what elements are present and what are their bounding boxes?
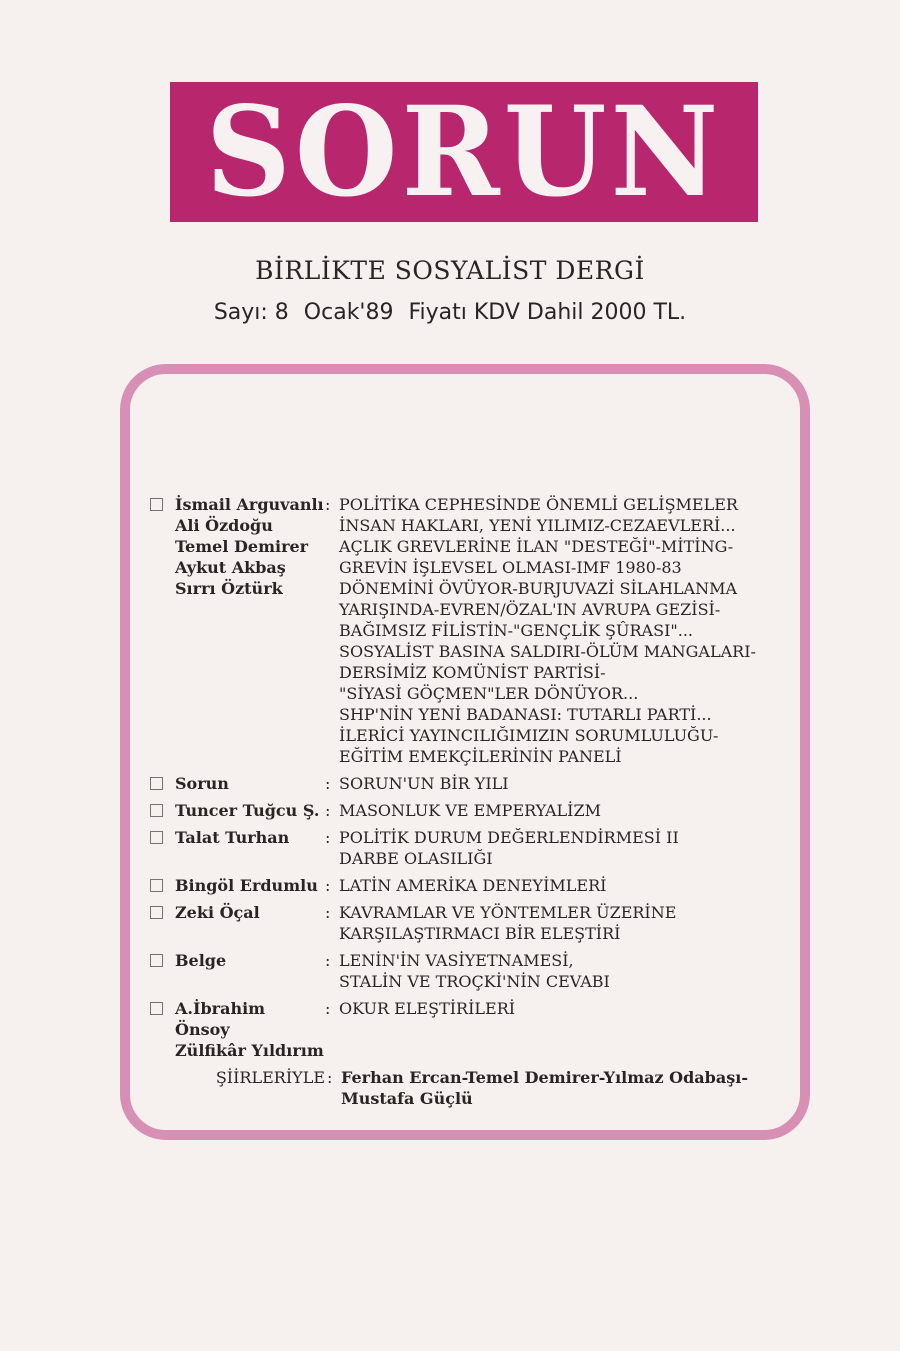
toc-authors <box>175 800 325 821</box>
author-name: Zülfikâr Yıldırım <box>175 1041 324 1060</box>
toc-titles <box>339 494 780 767</box>
toc-authors <box>175 494 325 599</box>
separator-colon: : <box>327 1068 333 1087</box>
magazine-subtitle: BİRLİKTE SOSYALİST DERGİ <box>255 256 645 285</box>
article-title: DARBE OLASILIĞI <box>339 849 493 868</box>
article-title: POLİTİKA CEPHESİNDE ÖNEMLİ GELİŞMELER <box>339 495 738 514</box>
toc-titles <box>339 902 780 944</box>
article-title: STALİN VE TROÇKİ'NİN CEVABI <box>339 972 610 991</box>
article-title: OKUR ELEŞTİRİLERİ <box>339 999 516 1018</box>
issue-number: Sayı: 8 <box>213 300 289 325</box>
separator-colon: : <box>325 828 331 847</box>
checkbox-icon <box>150 831 163 844</box>
toc-entry <box>150 773 780 794</box>
article-title: GREVİN İŞLEVSEL OLMASI-IMF 1980-83 <box>339 558 682 577</box>
toc-titles <box>339 800 780 821</box>
article-title: İNSAN HAKLARI, YENİ YILIMIZ-CEZAEVLERİ... <box>339 516 736 535</box>
article-title: DERSİMİZ KOMÜNİST PARTİSİ- <box>339 663 606 682</box>
table-of-contents <box>150 494 780 1115</box>
checkbox-icon <box>150 906 163 919</box>
author-name: Talat Turhan <box>175 828 290 847</box>
toc-authors <box>175 875 325 896</box>
article-title: EĞİTİM EMEKÇİLERİNİN PANELİ <box>339 747 622 766</box>
article-title: MASONLUK VE EMPERYALİZM <box>339 801 601 820</box>
author-name: Temel Demirer <box>175 537 309 556</box>
article-title: KARŞILAŞTIRMACI BİR ELEŞTİRİ <box>339 924 621 943</box>
article-title: SOSYALİST BASINA SALDIRI-ÖLÜM MANGALARI- <box>339 642 756 661</box>
separator-colon: : <box>325 999 331 1018</box>
toc-entry <box>150 827 780 869</box>
toc-entry <box>150 950 780 992</box>
poems-entry <box>150 1067 780 1109</box>
poems-label: ŞİİRLERİYLE <box>215 1068 325 1087</box>
toc-entry <box>150 800 780 821</box>
author-name: Sırrı Öztürk <box>175 579 283 598</box>
toc-entry <box>150 875 780 896</box>
article-title: LATİN AMERİKA DENEYİMLERİ <box>339 876 607 895</box>
separator-colon: : <box>325 495 331 514</box>
toc-titles <box>339 998 780 1019</box>
masthead-banner <box>170 78 758 225</box>
checkbox-icon <box>150 777 163 790</box>
author-name: İsmail Arguvanlı <box>175 495 324 514</box>
toc-authors <box>175 902 325 923</box>
issue-info <box>0 300 900 325</box>
toc-titles <box>339 773 780 794</box>
article-title: POLİTİK DURUM DEĞERLENDİRMESİ II <box>339 828 679 847</box>
article-title: SORUN'UN BİR YILI <box>339 774 509 793</box>
toc-entry <box>150 494 780 767</box>
spacer <box>150 1071 163 1084</box>
article-title: LENİN'İN VASİYETNAMESİ, <box>339 951 574 970</box>
author-name: Sorun <box>175 774 229 793</box>
toc-entry <box>150 902 780 944</box>
checkbox-icon <box>150 498 163 511</box>
author-name: Tuncer Tuğcu Ş. <box>175 801 320 820</box>
poet-name: Ferhan Ercan-Temel Demirer-Yılmaz Odabaşı- <box>341 1068 748 1087</box>
author-name: A.İbrahim Önsoy <box>175 999 266 1039</box>
article-title: AÇLIK GREVLERİNE İLAN "DESTEĞİ"-MİTİNG- <box>339 537 734 556</box>
author-name: Ali Özdoğu <box>175 516 273 535</box>
separator-colon: : <box>325 951 331 970</box>
article-title: YARIŞINDA-EVREN/ÖZAL'IN AVRUPA GEZİSİ- <box>339 600 721 619</box>
checkbox-icon <box>150 1002 163 1015</box>
author-name: Aykut Akbaş <box>175 558 286 577</box>
issue-date: Ocak'89 <box>303 300 394 325</box>
toc-authors <box>175 827 325 848</box>
checkbox-icon <box>150 954 163 967</box>
toc-titles <box>339 950 780 992</box>
article-title: KAVRAMLAR VE YÖNTEMLER ÜZERİNE <box>339 903 677 922</box>
article-title: SHP'NİN YENİ BADANASI: TUTARLI PARTİ... <box>339 705 712 724</box>
separator-colon: : <box>325 903 331 922</box>
article-title: "SİYASİ GÖÇMEN"LER DÖNÜYOR... <box>339 684 639 703</box>
toc-titles <box>339 875 780 896</box>
author-name: Belge <box>175 951 227 970</box>
article-title: BAĞIMSIZ FİLİSTİN-"GENÇLİK ŞÛRASI"... <box>339 621 693 640</box>
poet-name: Mustafa Güçlü <box>341 1089 473 1108</box>
separator-colon: : <box>325 876 331 895</box>
checkbox-icon <box>150 879 163 892</box>
toc-titles <box>339 827 780 869</box>
toc-authors <box>175 998 325 1061</box>
author-name: Zeki Öçal <box>175 903 260 922</box>
magazine-title: SORUN <box>205 78 723 225</box>
separator-colon: : <box>325 774 331 793</box>
author-name: Bingöl Erdumlu <box>175 876 318 895</box>
toc-authors <box>175 950 325 971</box>
toc-entry <box>150 998 780 1061</box>
article-title: İLERİCİ YAYINCILIĞIMIZIN SORUMLULUĞU- <box>339 726 719 745</box>
article-title: DÖNEMİNİ ÖVÜYOR-BURJUVAZİ SİLAHLANMA <box>339 579 738 598</box>
issue-price: Fiyatı KDV Dahil 2000 TL. <box>408 300 687 325</box>
toc-authors <box>175 773 325 794</box>
separator-colon: : <box>325 801 331 820</box>
checkbox-icon <box>150 804 163 817</box>
poets-names <box>341 1067 780 1109</box>
